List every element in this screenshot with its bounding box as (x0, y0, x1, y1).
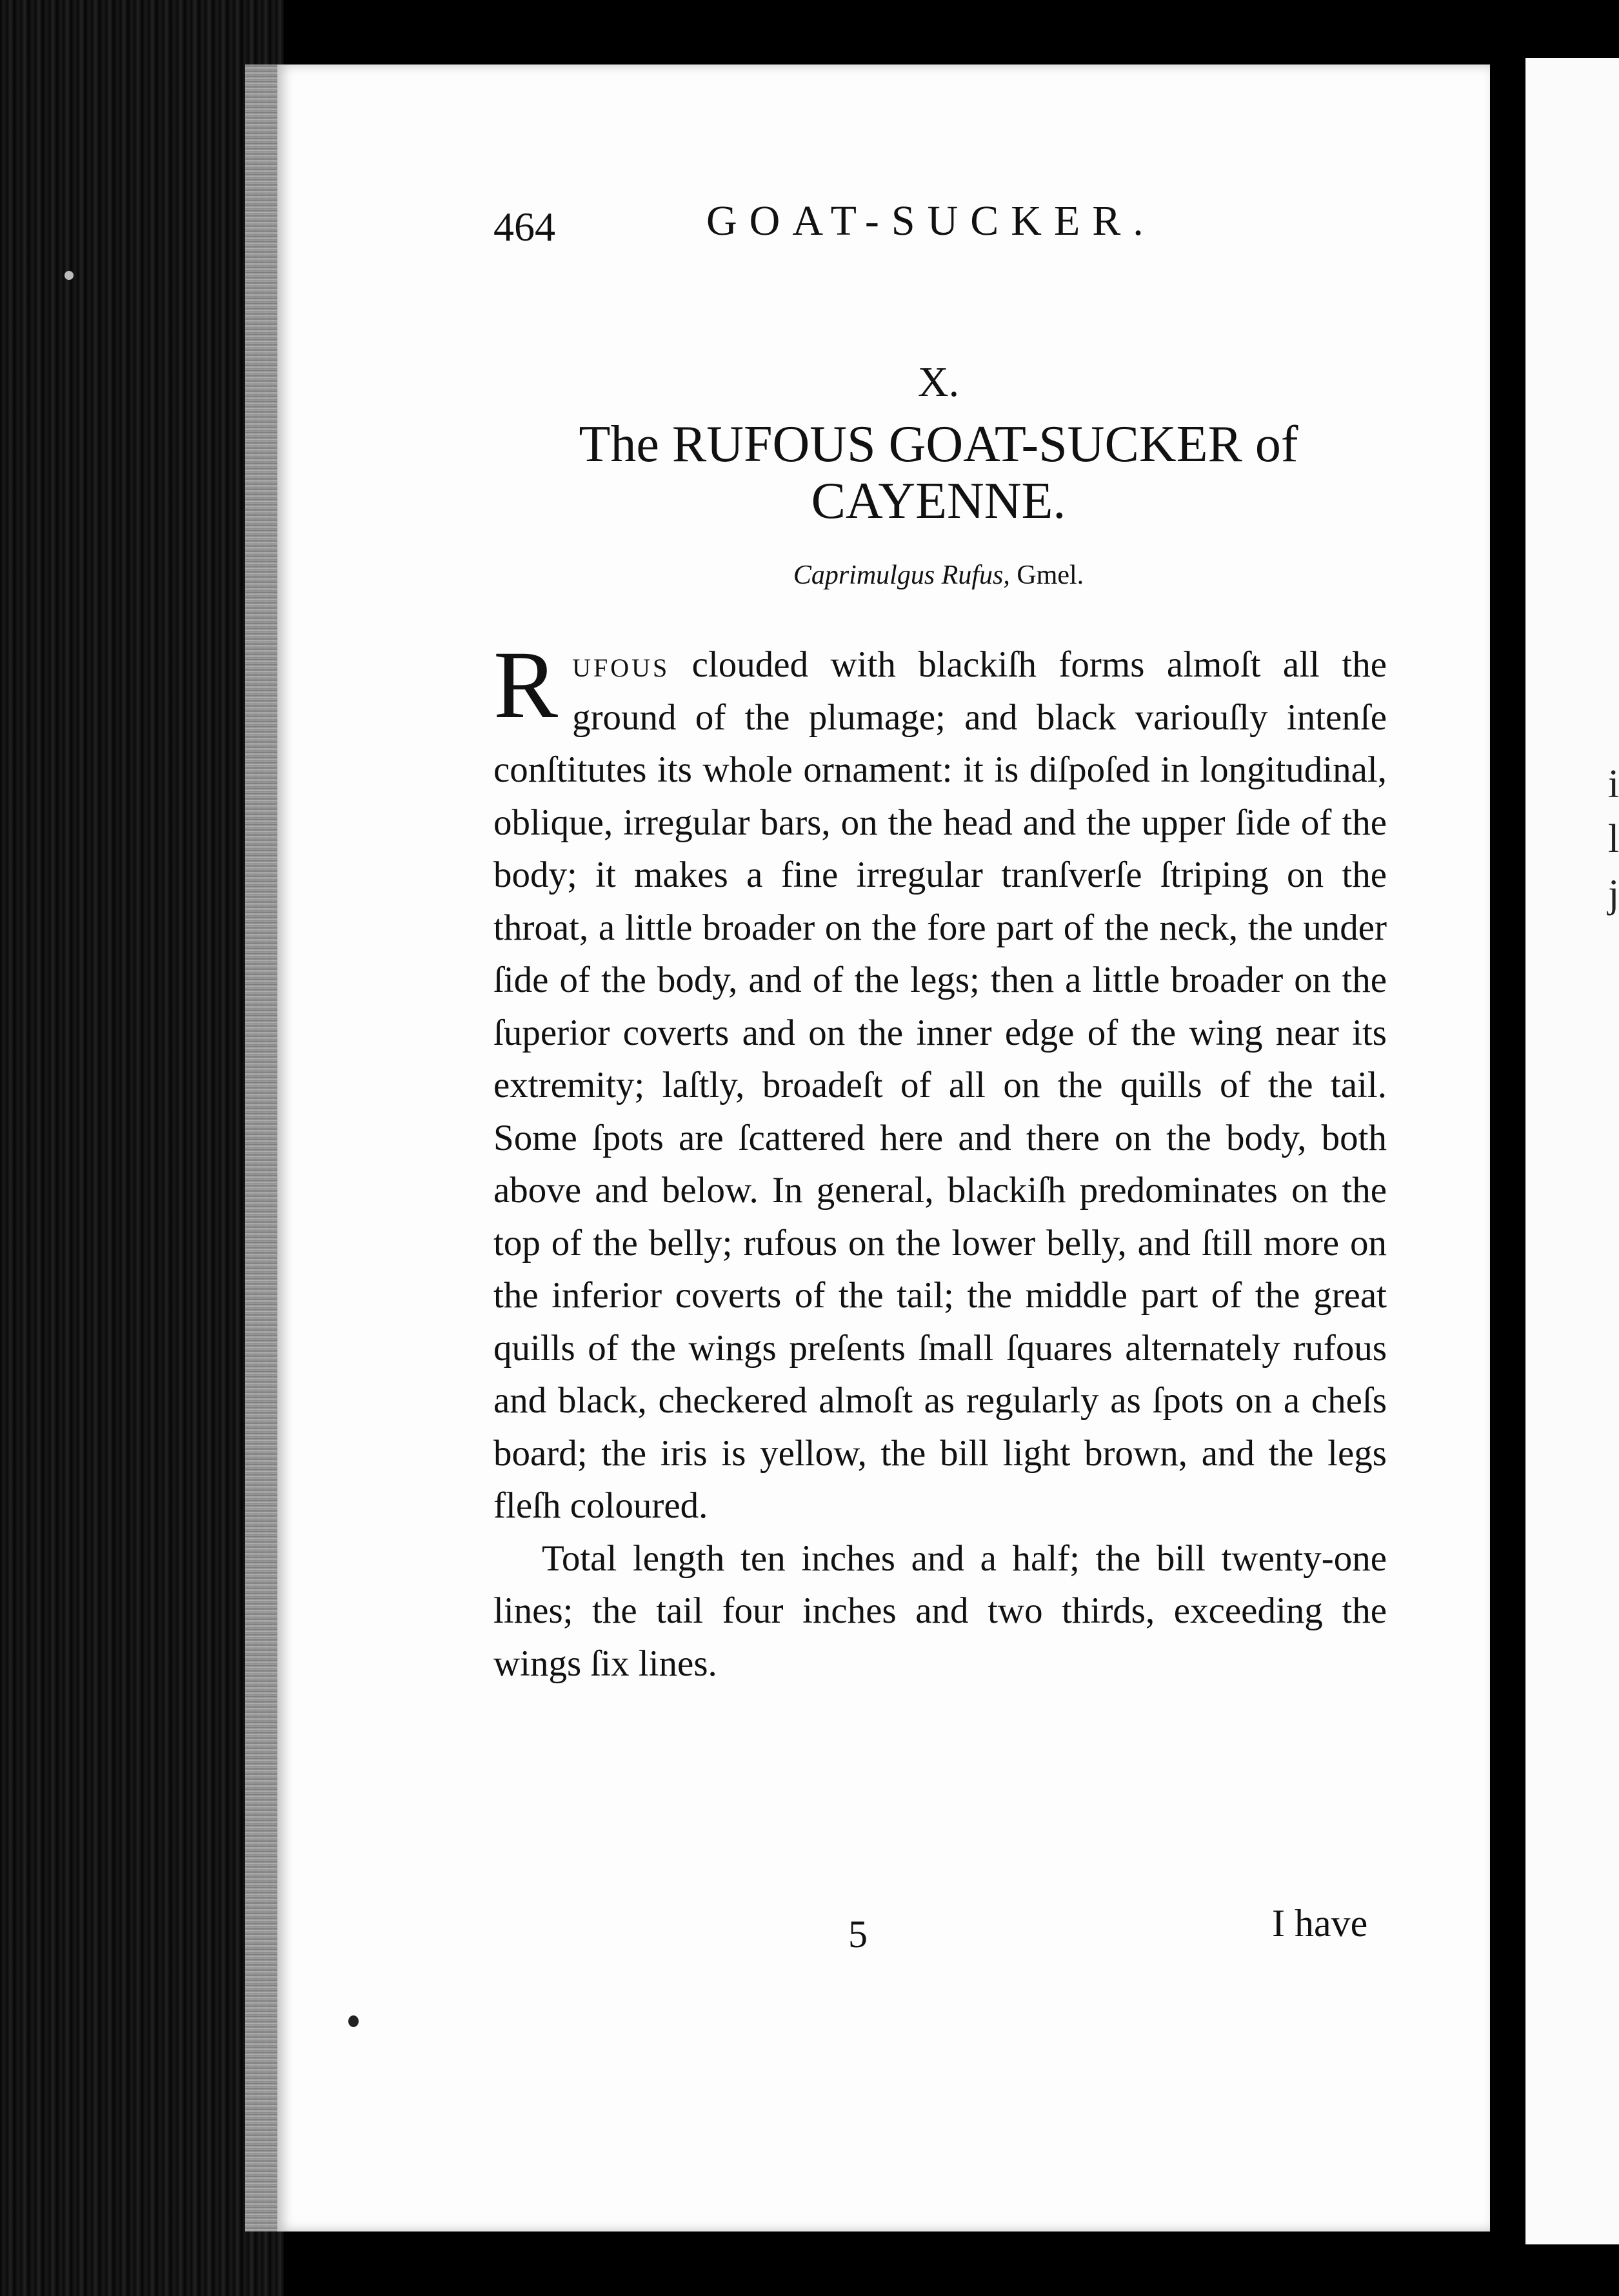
book-spine (0, 0, 284, 2296)
running-head (493, 197, 1403, 261)
catchword: I have (1272, 1902, 1368, 1945)
page-number: 464 (493, 204, 555, 250)
lead-word: ufous (572, 644, 670, 685)
latin-name (493, 560, 1384, 591)
binomial-name: Caprimulgus Rufus, (793, 560, 1010, 590)
chapter-title-line: The RUFOUS GOAT-SUCKER of (579, 416, 1298, 473)
authority: Gmel. (1017, 560, 1084, 590)
section-number: X. (917, 359, 960, 406)
signature-mark: 5 (848, 1913, 868, 1955)
paragraph: Total length ten inches and a half; the bill twenty-one lines; the tail four inches and two thirds, exceeding the wings ſix lines. (493, 1538, 1387, 1684)
facing-page-mark: j (1608, 872, 1619, 916)
facing-page-mark: l (1608, 817, 1619, 861)
drop-cap: R (493, 631, 559, 738)
paragraph (493, 631, 1387, 1532)
chapter-title (493, 416, 1384, 529)
facing-page-edge (1525, 58, 1619, 2244)
ink-speck (65, 271, 74, 280)
facing-page-mark: i (1608, 762, 1619, 806)
ink-speck (348, 2015, 359, 2027)
paragraph-text: clouded with blackiſh forms almoſt all the ground of the plumage; and black variouſly intenſe conſtitutes its whole ornament: it is diſpoſed in longitudinal, oblique, irregular bars, on the head and the upper ſide of the body; it makes a fine irregular tranſverſe ſtriping on the throat, a little broader on the fore part of the neck, the under ſide of the body, and of the legs; then a little broader on the ſuperior coverts and on the inner edge of the wing near its extremity; laſtly, broadeſt of all on the quills of the tail. Some ſpots are ſcattered here and there on the body, both above and below. In general, blackiſh predominates on the top of the belly; rufous on the lower belly, and ſtill more on the inferior coverts of the tail; the middle part of the great quills of the wings preſents ſmall ſquares alternately rufous and black, checkered almoſt as regularly as ſpots on a cheſs board; the iris is yellow, the bill light brown, and the legs fleſh coloured. (493, 644, 1387, 1526)
running-title: GOAT-SUCKER. (706, 197, 1156, 244)
body-text (493, 631, 1387, 1690)
chapter-title-line: CAYENNE. (811, 473, 1066, 529)
